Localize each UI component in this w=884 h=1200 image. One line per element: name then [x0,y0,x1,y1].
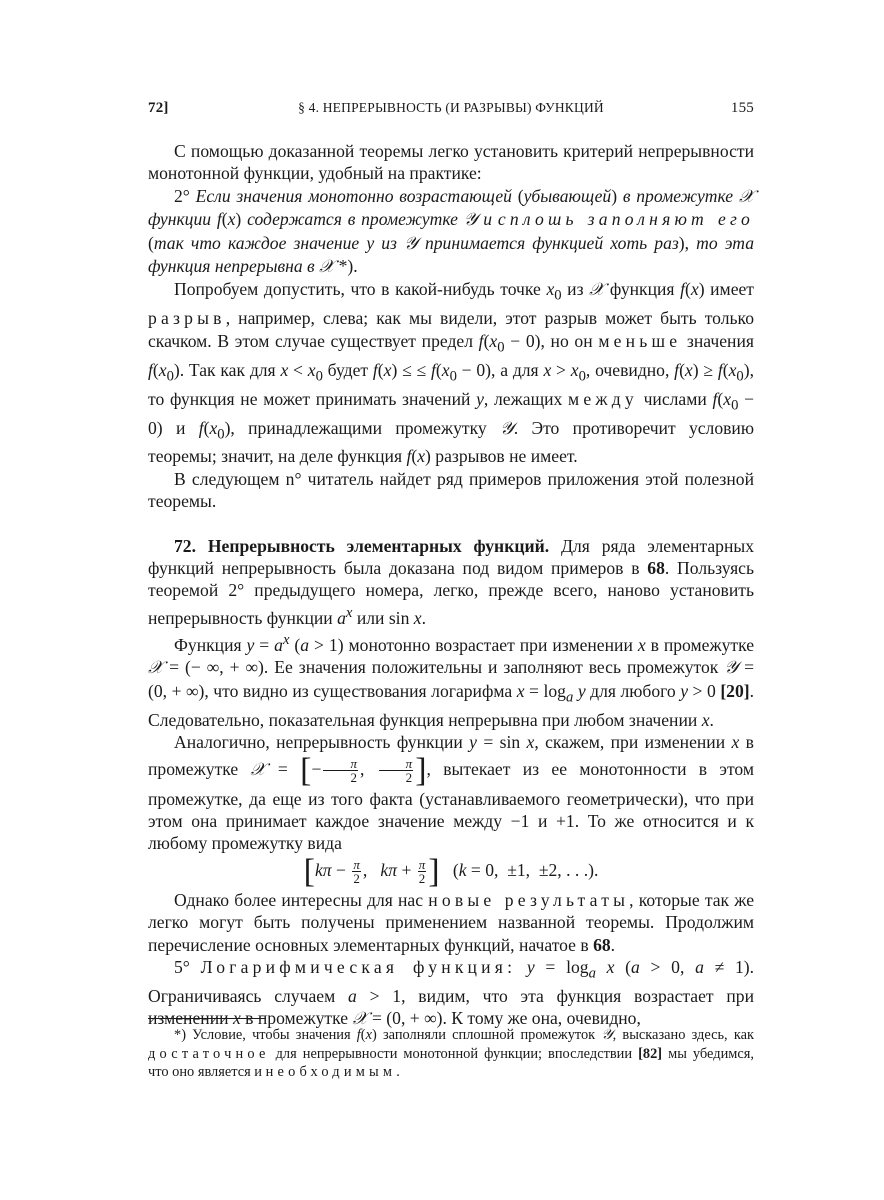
footnote [148,1026,754,1082]
footnote-rule [148,1018,266,1019]
section-72-title: 72. Непрерывность элементарных функций. [174,535,550,556]
section-72: 72. Непрерывность элементарных функций. Для ряда элементарных функций непрерывность была доказана под видом примеров в 68. Пользуясь теоремой 2° предыдущего номера, легко, прежде всего, наново установить непрерывность функции $a^x$ или sin x. [148,535,754,628]
paragraph-next: В следующем n° читатель найдет ряд примеров приложения этой полезной теоремы. [148,468,754,512]
paragraph-proof: Попробуем допустить, что в какой-нибудь точке $x_0$ из 𝒳 функция f(x) имеет разрыв, например, слева; как мы видели, этот разрыв может быть только скачком. В этом случае существует предел $f(x_0 - 0)$, но он меньше значения $f(x_0)$. Так как для $x < x_0$ будет f(x) ≤ ≤ $f(x_0 - 0)$, а для $x > x_0$, очевидно, $f(x) \ge f(x_0)$, то функция не может принимать значений y, лежащих между числами $f(x_0 - 0)$ и $f(x_0)$, принадлежащими промежутку 𝒴. Это противоречит условию теоремы; значит, на деле функция f(x) разрывов не имеет. [148,279,755,467]
paragraph-sine: Аналогично, непрерывность функции y = sin x, скажем, при изменении x в промежутке 𝒳 = [− $\frac{\pi}{2}$ , $\frac{\pi}{2}$ ], вытекает из ее монотонности в этом промежутке, да еще из того факта (устанавливаемого геометрически), что при этом она принимает каждое значение между −1 и +1. То же относится и к любому промежутку вида [148,732,755,854]
paragraph-logarithm: 5° Логарифмическая функция: $y = \log_a x$ (a > 0, a ≠ 1). Ограничиваясь случаем a > 1, видим, что эта функция возрастает при изменении x в промежутке 𝒳 = (0, + ∞). К тому же она, очевидно, [148,957,755,1030]
paragraph-intro: С помощью доказанной теоремы легко установить критерий непрерывности монотонной функции, удобный на практике: [148,141,754,184]
main-text [148,140,754,1031]
paragraph-criterion: 2° Если значения монотонно возрастающей (убывающей) в промежутке 𝒳 функции f(x) содержатся в промежутке 𝒴 и сплошь заполняют его (так что каждое значение y из 𝒴 принимается функцией хоть раз), то эта функция непрерывна в 𝒳 *). [148,185,755,278]
paragraph-exponential: Функция $y = a^x$ (a > 1) монотонно возрастает при изменении x в промежутке 𝒳 = (− ∞, + ∞). Ее значения положительны и заполняют весь промежуток 𝒴 = (0, + ∞), что видно из существования логарифма $x = \log_a y$ для любого y > 0 [20]. Следовательно, показательная функция непрерывна при любом значении x. [148,632,755,730]
interval-formula: [kπ − $\frac{\pi}{2}$ , kπ + $\frac{\pi}{2}$ ] (k = 0, ±1, ±2, . . .). [303,852,599,890]
running-title: § 4. НЕПРЕРЫВНОСТЬ (И РАЗРЫВЫ) ФУНКЦИЙ [298,100,604,115]
page-number: 155 [730,100,754,116]
section-number: 72] [148,100,169,116]
footnote-text: *) Условие, чтобы значения f(x) заполняли сплошной промежуток 𝒴, высказано здесь, как достаточное для непрерывности монотонной функции; впоследствии [82] мы убедимся, что оно является и необходимым. [148,1027,754,1080]
paragraph-new-results: Однако более интересны для нас новые результаты, которые так же легко могут быть получены применением названной теоремы. Продолжим перечисление основных элементарных функций, начатое в 68. [148,889,755,955]
